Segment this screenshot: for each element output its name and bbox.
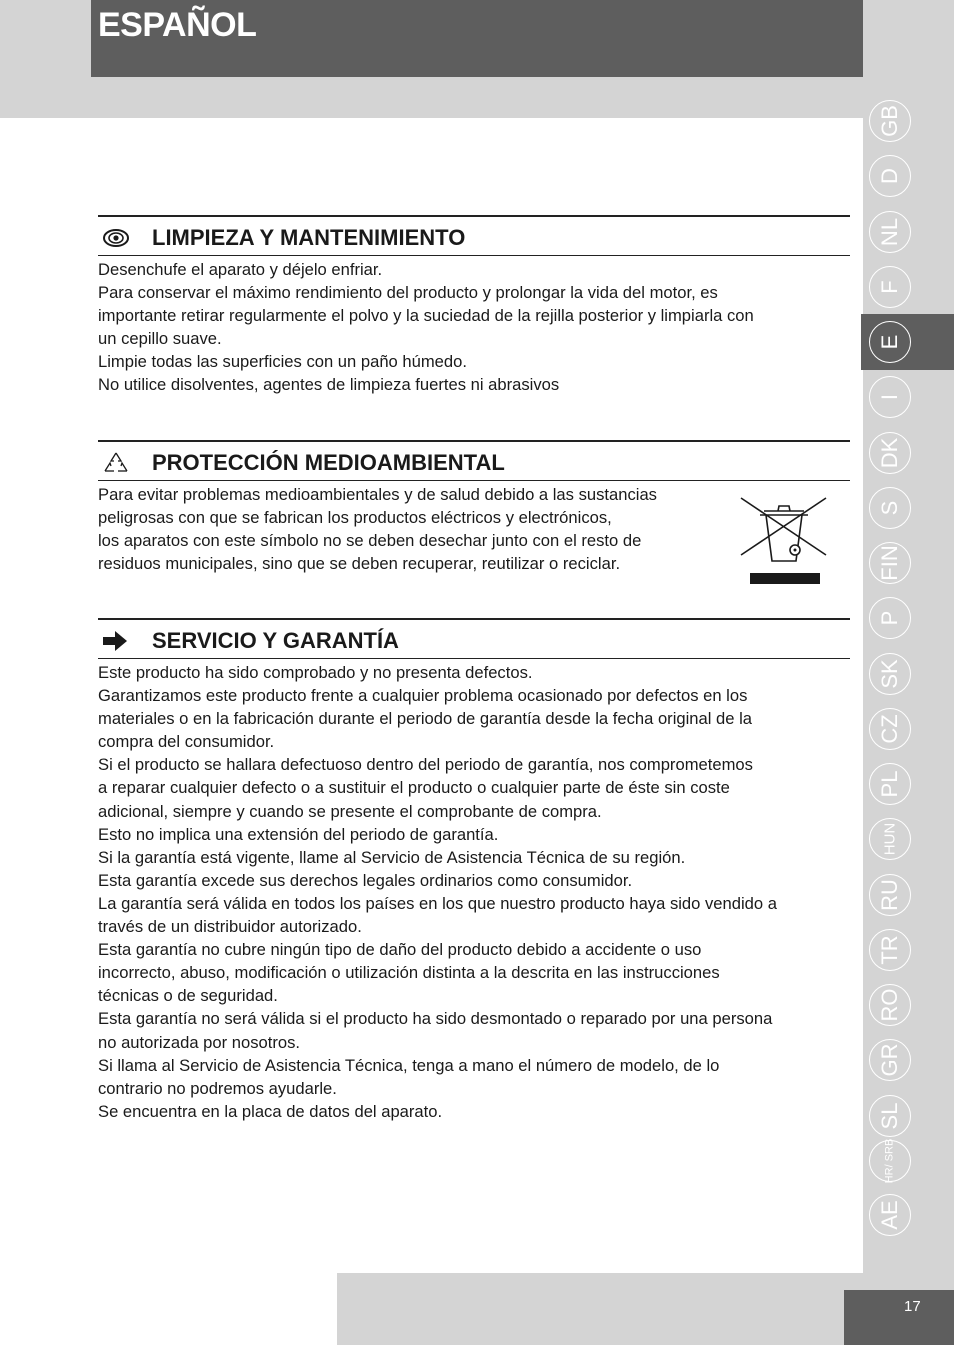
tab-label: RU xyxy=(877,879,902,911)
tab-nl[interactable] xyxy=(869,211,911,253)
tab-label: SK xyxy=(877,659,902,689)
tab-sl[interactable] xyxy=(869,1095,911,1137)
text-line: incorrecto, abuso, modificación o utilización distinta a la descrita en las instrucciones xyxy=(98,963,720,983)
tab-e[interactable] xyxy=(869,321,911,363)
text-line: adicional, siempre y cuando se presente el comprobante de compra. xyxy=(98,801,602,821)
tab-label: RO xyxy=(877,988,902,1022)
text-line: Si la garantía está vigente, llame al Servicio de Asistencia Técnica de su región. xyxy=(98,847,686,867)
crossed-out-bin-icon xyxy=(738,495,830,587)
text-line: Esto no implica una extensión del periodo de garantía. xyxy=(98,824,499,844)
text-line: Si el producto se hallara defectuoso dentro del periodo de garantía, nos comprometemos xyxy=(98,755,753,775)
text-line: Desenchufe el aparato y déjelo enfriar. xyxy=(98,260,383,279)
text-line: contrario no podremos ayudarle. xyxy=(98,1078,337,1098)
text-line: los aparatos con este símbolo no se deben desechar junto con el resto de xyxy=(98,531,642,551)
tab-label: P xyxy=(877,610,902,626)
arrow-right-icon xyxy=(102,630,130,652)
text-line: Se encuentra en la placa de datos del aparato. xyxy=(98,1101,443,1121)
text-line: Para conservar el máximo rendimiento del producto y prolongar la vida del motor, es xyxy=(98,283,718,303)
tab-ae[interactable] xyxy=(869,1194,911,1236)
tab-f[interactable] xyxy=(869,266,911,308)
section-body xyxy=(98,483,728,575)
tab-label: DK xyxy=(877,437,902,469)
tab-d[interactable] xyxy=(869,155,911,197)
text-line: materiales o en la fabricación durante el periodo de garantía desde la fecha original de la xyxy=(98,709,753,729)
section-cleaning xyxy=(98,215,850,397)
tab-label: D xyxy=(877,168,902,184)
tab-gr[interactable] xyxy=(869,1039,911,1081)
text-line: través de un distribuidor autorizado. xyxy=(98,917,362,937)
text-line: Esta garantía no será válida si el producto ha sido desmontado o reparado por una persona xyxy=(98,1009,773,1029)
language-header xyxy=(91,0,863,77)
section-header xyxy=(98,215,850,256)
page-number: 17 xyxy=(904,1298,921,1315)
tab-i[interactable] xyxy=(869,376,911,418)
tab-hr-srb[interactable] xyxy=(869,1140,911,1182)
tab-label: CZ xyxy=(877,714,902,744)
text-line: Si llama al Servicio de Asistencia Técnica, tenga a mano el número de modelo, de lo xyxy=(98,1055,720,1075)
tab-label: HUN xyxy=(881,822,899,856)
text-line: compra del consumidor. xyxy=(98,732,275,752)
page-title: ESPAÑOL xyxy=(98,6,257,44)
tab-label: F xyxy=(877,280,902,294)
page-number-box xyxy=(844,1290,954,1345)
tab-ru[interactable] xyxy=(869,874,911,916)
text-line: residuos municipales, sino que se deben recuperar, reutilizar o reciclar. xyxy=(98,554,621,574)
section-title: SERVICIO Y GARANTÍA xyxy=(152,628,399,653)
text-line: Esta garantía excede sus derechos legales ordinarios como consumidor. xyxy=(98,870,633,890)
tab-label: AE xyxy=(877,1200,902,1230)
tab-hun[interactable] xyxy=(869,818,911,860)
tab-fin[interactable] xyxy=(869,542,911,584)
section-environment xyxy=(98,440,850,575)
text-line: un cepillo suave. xyxy=(98,329,222,349)
tab-label: E xyxy=(877,334,902,350)
tab-ro[interactable] xyxy=(869,984,911,1026)
tab-p[interactable] xyxy=(869,597,911,639)
section-title: PROTECCIÓN MEDIOAMBIENTAL xyxy=(152,450,505,475)
text-line: no autorizada por nosotros. xyxy=(98,1032,301,1052)
tab-label: GB xyxy=(877,105,902,137)
text-line: peligrosas con que se fabrican los productos eléctricos y electrónicos, xyxy=(98,508,612,528)
text-line: técnicas o de seguridad. xyxy=(98,986,278,1006)
tab-label: S xyxy=(877,500,902,516)
tab-label: PL xyxy=(877,770,902,798)
section-body xyxy=(98,661,850,1123)
tab-sk[interactable] xyxy=(869,653,911,695)
tab-s[interactable] xyxy=(869,487,911,529)
text-line: Limpie todas las superficies con un paño húmedo. xyxy=(98,352,467,372)
section-body xyxy=(98,258,850,397)
tab-label: I xyxy=(877,393,902,401)
tab-label: GR xyxy=(877,1043,902,1077)
tab-dk[interactable] xyxy=(869,432,911,474)
text-line: No utilice disolventes, agentes de limpieza fuertes ni abrasivos xyxy=(98,375,560,395)
text-line: importante retirar regularmente el polvo y la suciedad de la rejilla posterior y limpiarla con xyxy=(98,306,754,326)
text-line: a reparar cualquier defecto o a sustituir el producto o cualquier parte de éste sin coste xyxy=(98,778,730,798)
tab-gb[interactable] xyxy=(869,100,911,142)
text-line: Esta garantía no cubre ningún tipo de daño del producto debido a accidente o uso xyxy=(98,940,702,960)
tab-label: SL xyxy=(877,1102,902,1130)
recycle-icon xyxy=(102,452,130,474)
tab-tr[interactable] xyxy=(869,929,911,971)
tab-label: FIN xyxy=(877,545,902,581)
tab-cz[interactable] xyxy=(869,708,911,750)
tab-label: NL xyxy=(877,217,902,247)
eye-icon xyxy=(102,227,130,249)
section-header xyxy=(98,618,850,659)
tab-label: TR xyxy=(877,935,902,965)
section-warranty xyxy=(98,618,850,1123)
tab-pl[interactable] xyxy=(869,763,911,805)
section-header xyxy=(98,440,850,481)
tab-label: HR/ SRB xyxy=(883,1138,896,1184)
section-title: LIMPIEZA Y MANTENIMIENTO xyxy=(152,225,466,250)
text-line: Este producto ha sido comprobado y no presenta defectos. xyxy=(98,663,533,682)
text-line: La garantía será válida en todos los países en los que nuestro producto haya sido vendido a xyxy=(98,893,777,913)
text-line: Para evitar problemas medioambientales y de salud debido a las sustancias xyxy=(98,485,657,504)
text-line: Garantizamos este producto frente a cualquier problema ocasionado por defectos en los xyxy=(98,686,748,706)
